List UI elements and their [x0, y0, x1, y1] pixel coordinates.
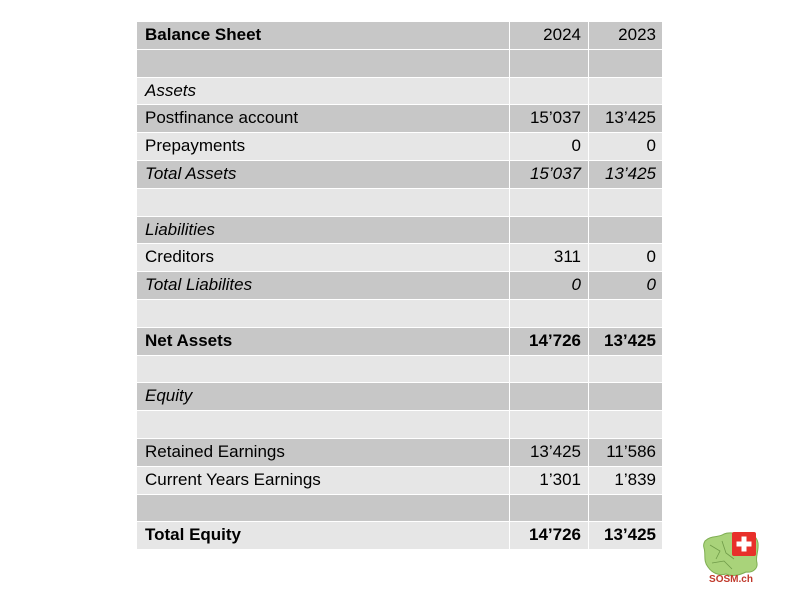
value-2023: [589, 50, 662, 77]
table-row-prepayments: [137, 133, 662, 161]
row-label: [137, 50, 510, 77]
value-2023: 11’586: [606, 441, 656, 461]
row-label: Assets: [137, 78, 510, 105]
value-2023: [589, 300, 662, 327]
table-row-net-assets: [137, 328, 662, 356]
row-label: [137, 411, 510, 438]
value-2023: [589, 217, 662, 244]
value-2024: [510, 300, 589, 327]
value-2023: [589, 495, 662, 522]
table-row-creditors: [137, 244, 662, 272]
value-2024: [510, 50, 589, 77]
balance-sheet-table: [137, 22, 662, 550]
value-2024: [510, 78, 589, 105]
row-label: Postfinance account: [137, 105, 510, 132]
value-2023: 13’425: [604, 108, 656, 128]
table-row-equity-heading: [137, 383, 662, 411]
row-label: [137, 356, 510, 383]
table-header-row: [137, 22, 662, 50]
row-label: Total Liabilites: [137, 272, 510, 299]
table-row-total-assets: [137, 161, 662, 189]
value-2024: 1’301: [510, 467, 589, 494]
swiss-flag-icon: [732, 532, 756, 556]
table-row-spacer: [137, 495, 662, 523]
value-2024: 0: [510, 272, 589, 299]
value-2023: 0: [646, 275, 656, 295]
table-row-retained-earnings: [137, 439, 662, 467]
table-row-postfinance: [137, 105, 662, 133]
sosm-logo: [702, 529, 760, 587]
table-row-spacer: [137, 189, 662, 217]
value-2024: 0: [510, 133, 589, 160]
value-2024: 15’037: [510, 105, 589, 132]
table-row-spacer: [137, 300, 662, 328]
table-row-total-equity: [137, 522, 662, 550]
value-2023: 13’425: [604, 330, 656, 350]
row-label: Liabilities: [137, 217, 510, 244]
logo-text: SOSM.ch: [709, 574, 753, 585]
value-2024: 14’726: [510, 522, 589, 549]
value-2023: [589, 189, 662, 216]
value-2023: [589, 411, 662, 438]
value-2023: 0: [646, 136, 656, 156]
row-label: Total Equity: [137, 522, 510, 549]
value-2023: [589, 78, 662, 105]
table-row-current-years-earnings: [137, 467, 662, 495]
row-label: [137, 300, 510, 327]
table-row-assets-heading: [137, 78, 662, 106]
value-2024: [510, 356, 589, 383]
value-2024: 15’037: [510, 161, 589, 188]
table-row-spacer: [137, 50, 662, 78]
value-2024: [510, 495, 589, 522]
value-2023: [589, 383, 662, 410]
column-header-2024: 2024: [510, 22, 589, 49]
table-row-spacer: [137, 411, 662, 439]
value-2024: [510, 383, 589, 410]
row-label: Creditors: [137, 244, 510, 271]
row-label: Net Assets: [137, 328, 510, 355]
value-2024: 311: [510, 244, 589, 271]
value-2023: 0: [646, 247, 656, 267]
value-2024: [510, 217, 589, 244]
row-label: Total Assets: [137, 161, 510, 188]
table-row-spacer: [137, 356, 662, 384]
table-row-liabilities-heading: [137, 217, 662, 245]
row-label: Retained Earnings: [137, 439, 510, 466]
value-2023: [589, 356, 662, 383]
row-label: [137, 189, 510, 216]
table-title: Balance Sheet: [137, 22, 510, 49]
row-label: Equity: [137, 383, 510, 410]
value-2024: 13’425: [510, 439, 589, 466]
row-label: [137, 495, 510, 522]
value-2023: 1’839: [614, 469, 656, 489]
value-2024: [510, 189, 589, 216]
value-2023: 13’425: [604, 163, 656, 183]
table-row-total-liabilities: [137, 272, 662, 300]
row-label: Current Years Earnings: [137, 467, 510, 494]
value-2024: 14’726: [510, 328, 589, 355]
value-2023: 13’425: [604, 525, 656, 545]
value-2024: [510, 411, 589, 438]
column-header-2023: 2023: [618, 25, 656, 44]
row-label: Prepayments: [137, 133, 510, 160]
